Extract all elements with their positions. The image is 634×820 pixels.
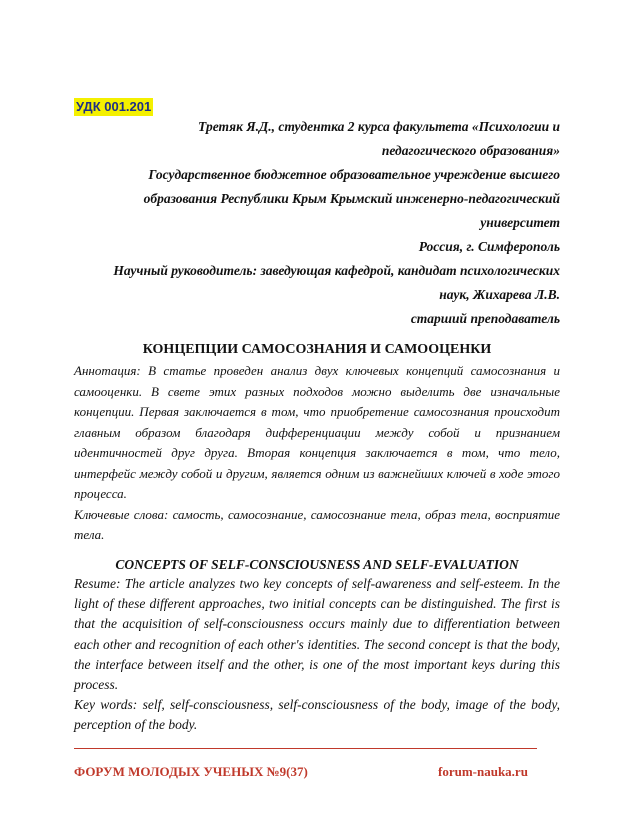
author-line-4: образования Республики Крым Крымский инженерно-педагогический: [143, 191, 560, 206]
abstract-russian: Аннотация: В статье проведен анализ двух ключевых концепций самосознания и самооценки. В свете этих разных подходов можно выделить две изначальные концепции. Первая заключается в том, что приобретение самосознания происходит главным образом благодаря дифференциации между собой и признанием идентичностей друг друга. Вторая концепция заключается в том, что тело, интерфейс между собой и другим, является одним из важнейших ключей в ходе этого процесса.: [74, 363, 560, 501]
author-line-5: университет: [480, 215, 560, 230]
footer-journal: ФОРУМ МОЛОДЫХ УЧЕНЫХ №9(37): [74, 764, 308, 779]
author-line-9: старший преподаватель: [410, 311, 560, 326]
udc-code: УДК 001.201: [76, 99, 152, 114]
author-line-1: Третяк Я.Д., студентка 2 курса факультета «Психологии и: [198, 119, 560, 134]
abstract-english: Resume: The article analyzes two key concepts of self-awareness and self-esteem. In the light of these different approaches, two initial concepts can be distinguished. The first is that the acquisition of self-consciousness occurs mainly due to differentiation between each other and recognition of each other's identities. The second concept is that the body, the interface between itself and the other, is one of the most important keys during this process.: [74, 576, 560, 693]
abstract-english-block: [74, 574, 560, 736]
abstract-russian-block: [74, 361, 560, 546]
author-line-8: наук, Жихарева Л.В.: [439, 287, 560, 302]
footer-site-link[interactable]: forum-nauka.ru: [438, 764, 528, 779]
keywords-english: Key words: self, self-consciousness, self-consciousness of the body, image of the body, perception of the body.: [74, 697, 560, 733]
author-line-7: Научный руководитель: заведующая кафедрой, кандидат психологических: [113, 263, 560, 278]
keywords-russian: Ключевые слова: самость, самосознание, самосознание тела, образ тела, восприятие тела.: [74, 506, 560, 542]
title-english: CONCEPTS OF SELF-CONSCIOUSNESS AND SELF-EVALUATION: [115, 557, 519, 572]
footer-divider: [74, 748, 537, 749]
author-line-2: педагогического образования»: [381, 143, 560, 158]
author-line-3: Государственное бюджетное образовательное учреждение высшего: [148, 167, 560, 182]
title-russian: КОНЦЕПЦИИ САМОСОЗНАНИЯ И САМООЦЕНКИ: [142, 342, 492, 357]
author-line-6: Россия, г. Симферополь: [418, 239, 560, 254]
